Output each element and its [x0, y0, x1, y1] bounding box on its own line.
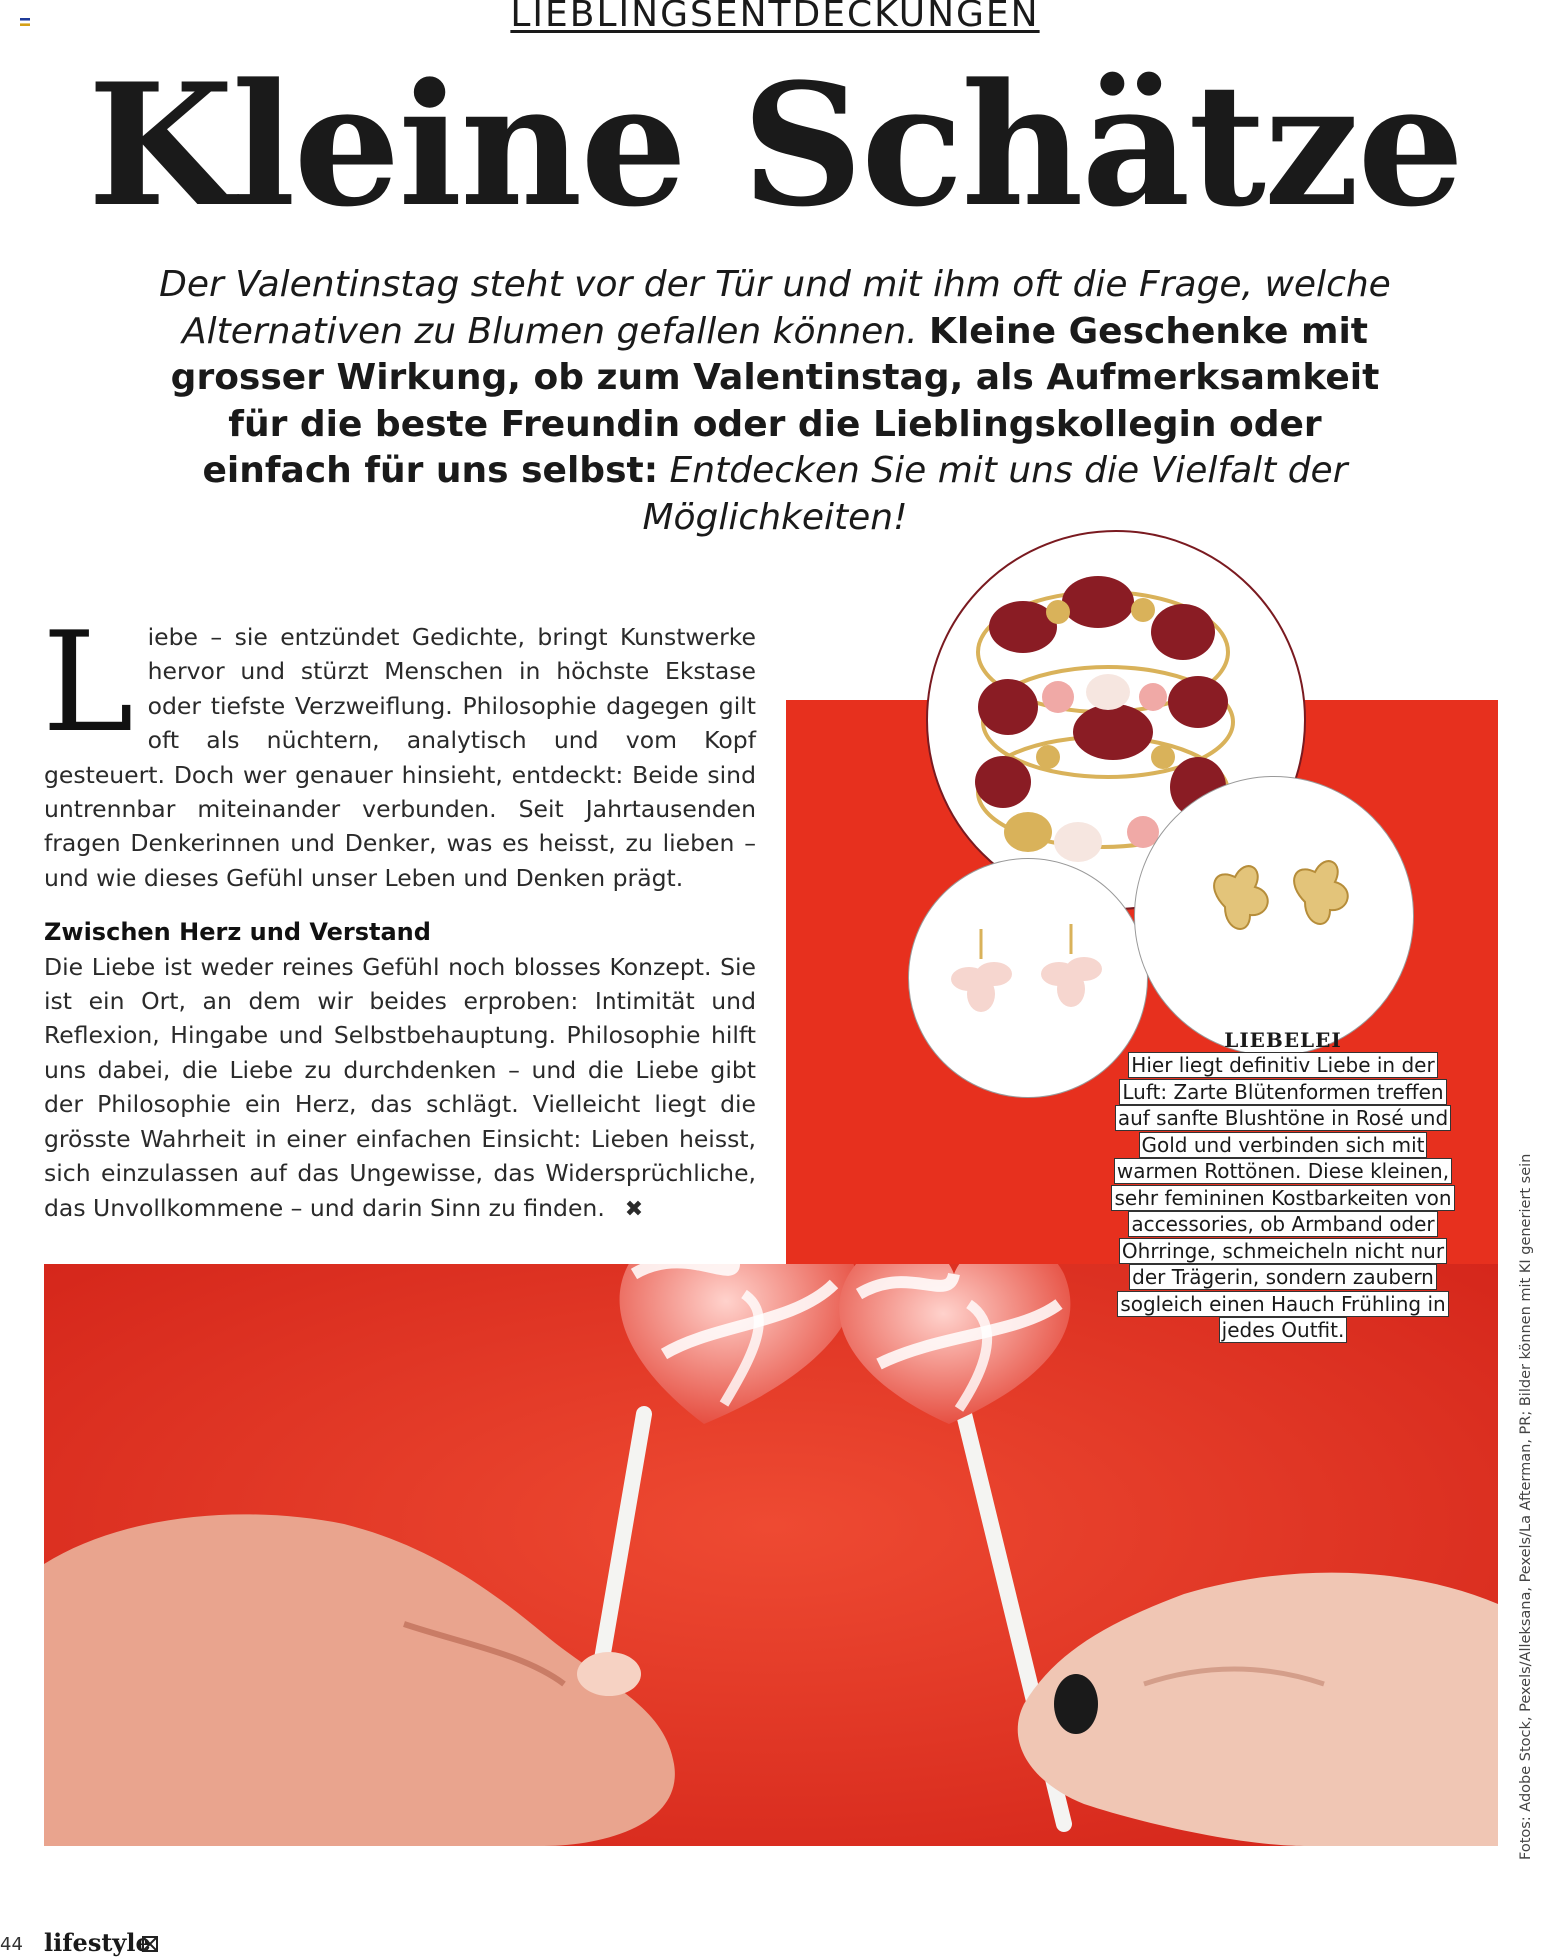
lead-part2: Entdecken Sie mit uns die Vielfalt der Möglichkeiten! [642, 450, 1348, 538]
caption-text: Hier liegt definitiv Liebe in der Luft: Zarte Blütenformen treffen auf sanfte Blushtöne in Rosé und Gold und verbinden sich mit warmen Rottönen. Diese kleinen, sehr femininen Kostbarkeiten von accessories, ob Armband oder Ohrringe, schmeicheln nicht nur der Trägerin, sondern zaubern sogleich einen Hauch Frühling in jedes Outfit. [1111, 1052, 1454, 1343]
lollipop-photo [44, 1264, 1498, 1846]
article-intro: iebe – sie entzündet Gedichte, bringt Kunstwerke hervor und stürzt Menschen in höchste Ekstase oder tiefste Verzweiflung. Philosophie dagegen gilt oft als nüchtern, analytisch und vom Kopf gesteuert. Doch wer genauer hinsieht, entdeckt: Beide sind untrennbar miteinander verbunden. Seit Jahrtausenden fragen Denkerinnen und Denker, was es heisst, zu lieben – und wie dieses Gefühl unser Leben und Denken prägt. [44, 623, 756, 892]
jewelry-caption [1108, 1028, 1458, 1344]
drop-cap: L [42, 602, 134, 763]
gold-earrings-illustration [1135, 777, 1413, 1055]
brand-logo-icon [140, 1934, 160, 1954]
page-number: 44 [0, 1934, 23, 1955]
article-body [42, 602, 756, 1227]
caption-heading: LIEBELEI [1224, 1028, 1342, 1052]
end-mark-icon: ✖ [624, 1196, 644, 1222]
gold-earrings-photo [1134, 776, 1414, 1056]
lead-part1: Der Valentinstag steht vor der Tür und mit ihm oft die Frage, welche Alternativen zu Blumen gefallen können. [159, 264, 1391, 352]
brand-logo: lifestyle [44, 1928, 151, 1957]
section-kicker: LIEBLINGSENTDECKUNGEN [510, 0, 1040, 35]
article-subhead: Zwischen Herz und Verstand [44, 918, 431, 947]
lead-paragraph [150, 262, 1400, 541]
article-body-text: Die Liebe ist weder reines Gefühl noch blosses Konzept. Sie ist ein Ort, an dem wir beides erproben: Intimität und Reflexion, Hingabe und Selbstbehauptung. Philosophie hilft uns dabei, die Liebe zu durchdenken – und die Liebe gibt der Philosophie ein Herz, das schlägt. Vielleicht liegt die grösste Wahrheit in einer einfachen Einsicht: Lieben heisst, sich einzulassen auf das Ungewisse, das Widersprüchliche, das Unvollkommene – und darin Sinn zu finden. [44, 952, 756, 1222]
page-title: Kleine Schätze [87, 46, 1463, 244]
photo-credit: Fotos: Adobe Stock, Pexels/Alleksana, Pexels/La Afterman, PR; Bilder können mit KI generiert sein [1518, 1153, 1534, 1860]
lollipop-illustration [44, 1264, 1498, 1846]
lead-bold: Kleine Geschenke mit grosser Wirkung, ob zum Valentinstag, als Aufmerksamkeit für die beste Freundin oder die Lieblingskollegin oder einfach für uns selbst: [170, 310, 1380, 491]
